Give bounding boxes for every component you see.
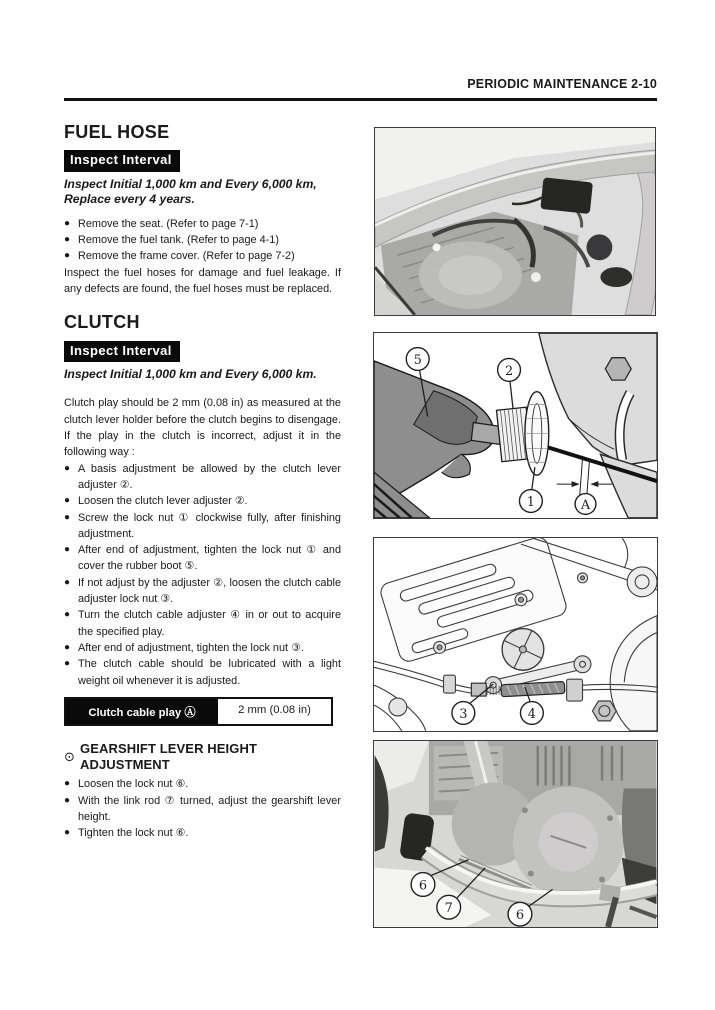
gearshift-photo-art [374,741,657,927]
hex-bolt [605,358,631,380]
clutch-lever-art [374,333,657,518]
spec-value: 2 mm (0.08 in) [218,699,331,724]
svg-text:6: 6 [418,878,428,894]
bullet-item [64,575,341,608]
fuel-hose-steps [64,216,341,265]
lock-nut-ring [525,392,549,475]
bullet-marker: ● [64,658,71,670]
bullet-marker: ● [64,234,71,246]
svg-text:4: 4 [527,706,536,722]
bullet-item [64,776,341,792]
bullet-marker: ● [64,250,71,262]
bullet-text: Remove the seat. (Refer to page 7-1) [78,217,259,230]
fuel-hose-interval [64,177,341,208]
bullet-item [64,656,341,689]
clutch-interval [64,367,341,383]
section-title-gearshift [64,741,341,774]
bullet-item [64,248,341,264]
svg-text:5: 5 [413,352,422,368]
bullet-text: Loosen the clutch lever adjuster ②. [78,495,248,508]
page-header-title: PERIODIC MAINTENANCE 2-10 [467,77,657,91]
svg-text:A: A [580,497,591,513]
callout-play-a [575,494,596,515]
gearshift-lever-photo [373,740,658,928]
bullet-item [64,232,341,248]
clutch-section [64,314,341,726]
bullet-text: If not adjust by the adjuster ②, loosen the clutch cable adjuster lock nut ③. [78,576,341,606]
svg-text:2: 2 [504,363,514,379]
bullet-text: The clutch cable should be lubricated with a light weight oil whenever it is adjusted. [78,658,341,687]
inspect-interval-badge: Inspect Interval [64,150,180,171]
interval-line: Inspect Initial 1,000 km and Every 6,000 km, [64,176,317,191]
bullet-text: Loosen the lock nut ⑥. [78,778,189,791]
section-title-clutch: CLUTCH [64,312,140,333]
svg-text:3: 3 [459,706,468,722]
inspect-interval-badge: Inspect Interval [64,341,180,362]
bullet-marker: ● [64,778,71,790]
header-rule [64,98,657,101]
clutch-lever-diagram [373,332,658,519]
bullet-marker: ● [64,609,71,621]
bullet-text: After end of adjustment, tighten the lock nut ① and cover the rubber boot ⑤. [78,544,341,573]
bullet-text: With the link rod ⑦ turned, adjust the gearshift lever height. [78,794,341,823]
bullet-marker: ● [64,576,71,588]
bullet-text: Remove the frame cover. (Refer to page 7-2) [78,250,295,263]
bullet-item [64,461,341,494]
bullet-item [64,510,341,543]
bullet-text: Remove the fuel tank. (Refer to page 4-1) [78,234,279,247]
bullet-item [64,216,341,232]
clutch-cable-adjuster-diagram [373,537,658,732]
text-column [64,124,341,842]
gearshift-section [64,741,341,842]
gearshift-title-text: GEARSHIFT LEVER HEIGHT ADJUSTMENT [80,740,257,773]
bullet-item [64,542,341,575]
svg-text:6: 6 [515,908,525,924]
bullet-marker: ● [64,827,71,839]
circle-dot-icon: ⊙ [64,748,75,764]
gearshift-steps [64,776,341,841]
bullet-item [64,493,341,509]
bullet-marker: ● [64,462,71,474]
bullet-text: After end of adjustment, tighten the lock nut ③. [78,641,304,654]
bullet-marker: ● [64,495,71,507]
bullet-marker: ● [64,641,71,653]
bullet-item [64,640,341,656]
bullet-text: Screw the lock nut ① clockwise fully, after finishing adjustment. [78,511,341,540]
clutch-paragraph: Clutch play should be 2 mm (0.08 in) as measured at the clutch lever holder before the clutch begins to disengage. If the play in the clutch is incorrect, adjust it in the following way : [64,397,341,459]
clutch-cable-art [374,538,657,731]
bullet-item [64,793,341,826]
svg-text:1: 1 [526,494,535,510]
interval-line: Inspect Initial 1,000 km and Every 6,000 km. [64,366,317,381]
interval-line: Replace every 4 years. [64,192,195,207]
bullet-marker: ● [64,544,71,556]
fuel-hose-paragraph: Inspect the fuel hoses for damage and fuel leakage. If any defects are found, the fuel hoses must be replaced. [64,266,341,295]
cable-adjuster-assembly [471,682,565,697]
clutch-steps [64,461,341,689]
bullet-marker: ● [64,511,71,523]
bullet-text: Tighten the lock nut ⑥. [78,827,189,840]
fuel-hose-photo-art [375,128,655,315]
bullet-marker: ● [64,794,71,806]
bullet-item [64,825,341,841]
fuel-hose-photo [374,127,656,316]
bullet-text: A basis adjustment be allowed by the clutch lever adjuster ②. [78,462,341,491]
bullet-marker: ● [64,217,71,229]
bullet-item [64,607,341,640]
clutch-cable-play-table [64,697,333,726]
bullet-text: Turn the clutch cable adjuster ④ in or out to acquire the specified play. [78,609,341,638]
svg-text:7: 7 [444,901,453,917]
section-title-fuel-hose: FUEL HOSE [64,122,170,142]
spec-label: Clutch cable play Ⓐ [66,699,218,724]
